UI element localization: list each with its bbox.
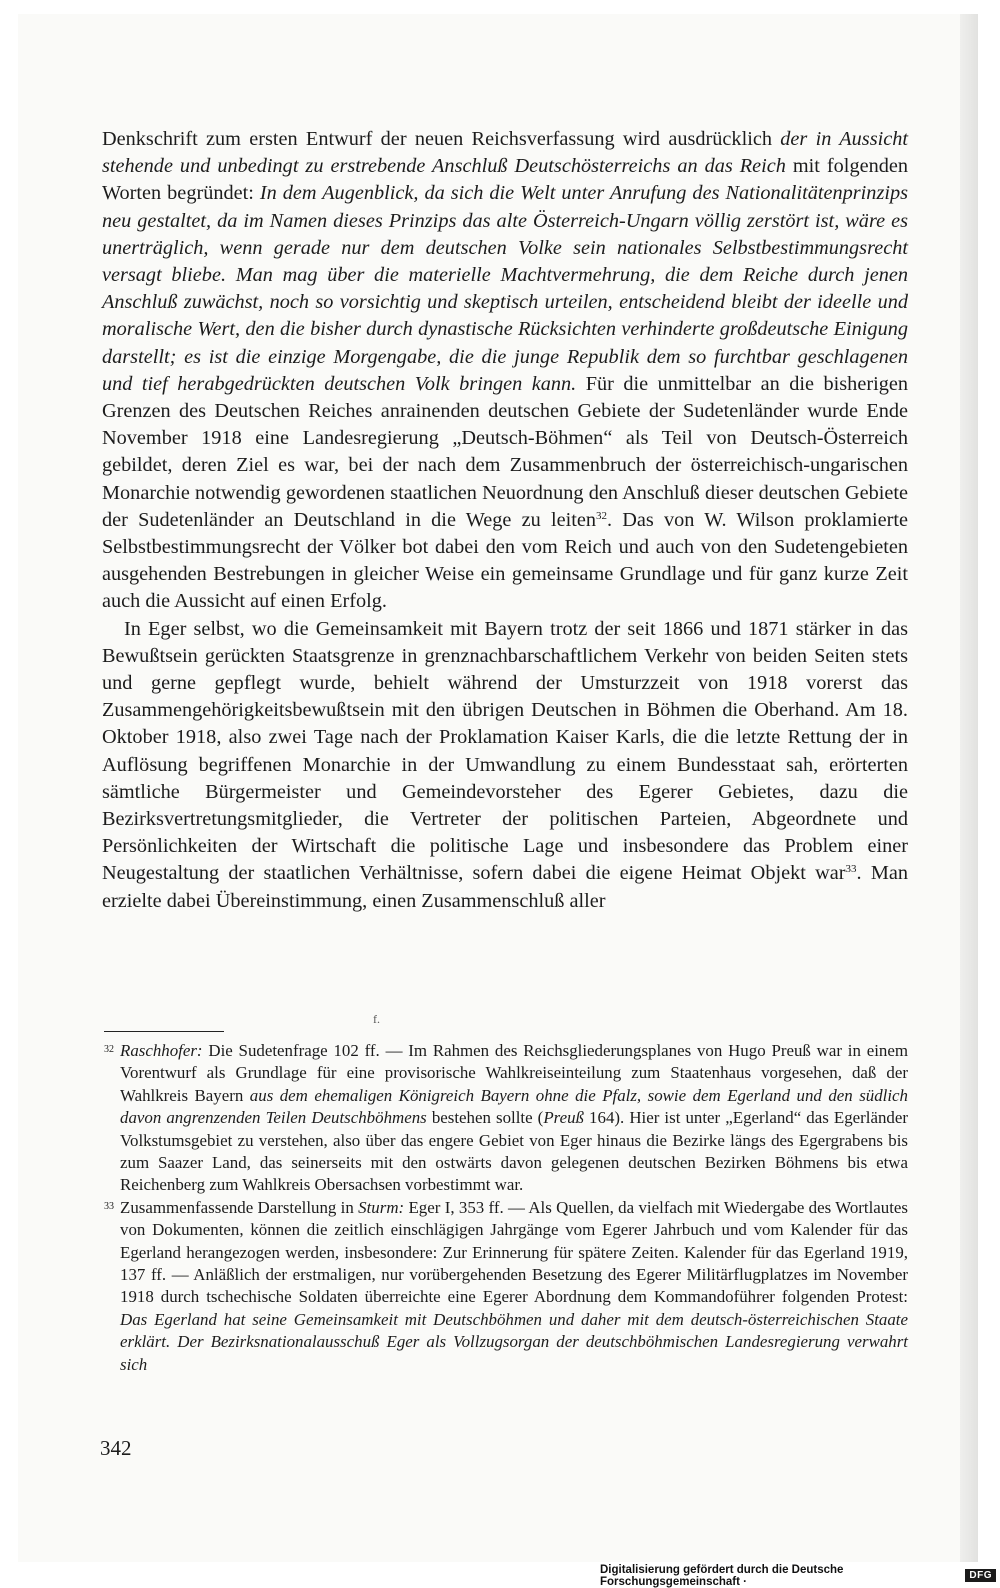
- footnote-number: 32: [104, 1044, 114, 1055]
- italic-run: Sturm:: [358, 1197, 405, 1217]
- footnote-text: [120, 1198, 908, 1374]
- footnote-rule: [104, 1031, 224, 1032]
- italic-run: Raschhofer:: [120, 1041, 203, 1060]
- footnote-33: [104, 1197, 908, 1376]
- footnote-text: [120, 1041, 908, 1194]
- footnote-ref: 33: [845, 863, 857, 876]
- page-edge-shadow: [960, 14, 978, 1562]
- footnotes: [104, 1040, 908, 1376]
- italic-run: Das Egerland hat seine Gemeinsamkeit mit Deutschböhmen und daher mit dem deutsch-österreichischen Staate erklärt. Der Bezirksnationalausschuß Eger als Vollzugsorgan der deutschböhmischen Landesregierung verwahrt sich: [120, 1309, 908, 1374]
- italic-run: aus dem ehemaligen Königreich Bayern ohne die Pfalz, sowie dem Egerland und den südlich davon angrenzenden Teilen Deutschböhmens: [120, 1085, 909, 1128]
- text-run: . Das von W. Wilson proklamierte Selbstbestimmungsrecht der Völker bot dabei den vom Reich und auch von den Sudetengebieten ausgehenden Bestrebungen in gleicher Weise ein gemeinsame Grundlage und für ganz kurze Zeit auch die Aussicht auf einen Erfolg.: [102, 508, 909, 613]
- text-run: Denkschrift zum ersten Entwurf der neuen Reichsverfassung wird ausdrücklich: [102, 128, 781, 150]
- paragraph-2: [102, 616, 908, 915]
- italic-run: In dem Augenblick, da sich die Welt unter Anrufung des Nationalitätenprinzips neu gestaltet, da im Namen dieses Prinzips das alte Österreich-Ungarn völlig zerstört ist, wäre es unerträglich, wenn gerade nur dem deutschen Volke sein nationales Selbstbestimmungsrecht versagt bliebe. Man mag über die materielle Machtvermehrung, die dem Reiche durch jenen Anschluß zuwächst, noch so vorsichtig und skeptisch urteilen, entscheidend bleibt der ideelle und moralische Wert, den die bisher durch dynastische Rücksichten verhinderte großdeutsche Einigung darstellt; es ist die einzige Morgengabe, die die junge Republik dem so furchtbar geschlagenen und tief herabgedrückten deutschen Volk bringen kann.: [102, 182, 909, 395]
- paragraph-1: [102, 126, 908, 616]
- text-run: mit folgenden Worten begründet:: [102, 155, 909, 205]
- italic-run: der in Aussicht stehende und unbedingt zu erstrebende Anschluß Deutschösterreichs an das Reich: [102, 128, 909, 178]
- text-run: In Eger selbst, wo die Gemeinsamkeit mit Bayern trotz der seit 1866 und 1871 stärker in das Bewußtsein gerückten Staatsgrenze in grenznachbarschaftlichem Verkehr von beiden Seiten stets und gerne gepflegt wurde, behielt während der Umsturzzeit von 1918 vorerst das Zusammengehörigkeitsbewußtsein mit den übrigen Deutschen in Böhmen die Oberhand. Am 18. Oktober 1918, also zwei Tage nach der Proklamation Kaiser Karls, die die letzte Rettung der in Auflösung begriffenen Monarchie in der Umwandlung zu einem Bundesstaat sah, erörterten sämtliche Bürgermeister und Gemeindevorsteher des Egerer Gebietes, dazu die Bezirksvertretungsmitglieder, die Vertreter der politischen Parteien, Abgeordnete und Persönlichkeiten der Wirtschaft die politische Lage und insbesondere das Problem einer Neugestaltung der staatlichen Verhältnisse, sofern dabei die eigene Heimat Objekt war: [102, 617, 908, 885]
- text-run: Die Sudetenfrage 102 ff. — Im Rahmen des Reichsgliederungsplanes von Hugo Preuß war in einem Vorentwurf als Grundlage für eine provisorische Wahlkreiseinteilung zum Staatenhaus vorgesehen, daß der Wahlkreis Bayern: [120, 1041, 908, 1105]
- text-run: Eger I, 353 ff. — Als Quellen, da vielfach mit Wiedergabe des Wortlautes von Dokumenten, können die zeitlich einschlägigen Jahrgänge vom Egerer Jahrbuch und vom Kalender für das Egerland herangezogen werden, insbesondere: Zur Erinnerung für spätere Zeiten. Kalender für das Egerland 1919, 137 ff. — Anläßlich der erstmaligen, nur vorübergehenden Besetzung des Egerer Militärflugplatzes im November 1918 durch tschechische Soldaten überreichte eine Egerer Abordnung dem Kommandoführer folgenden Protest:: [120, 1197, 908, 1307]
- footnote-number: 33: [104, 1200, 114, 1212]
- text-run: . Man erzielte dabei Übereinstimmung, einen Zusammenschluß aller: [102, 862, 908, 912]
- main-text: [102, 126, 908, 915]
- text-run: bestehen sollte (: [426, 1108, 544, 1128]
- footnote-ref: 32: [596, 509, 608, 522]
- text-run: Für die unmittelbar an die bisherigen Grenzen des Deutschen Reiches anrainenden deutschen Gebiete der Sudetenländer wurde Ende November 1918 eine Landesregierung „Deutsch-Böhmen“ als Teil von Deutsch-Österreich gebildet, deren Ziel es war, bei der nach dem Zusammenbruch der österreichisch-ungarischen Monarchie notwendig gewordenen staatlichen Neuordnung den Anschluß dieser deutschen Gebiete der Sudetenländer an Deutschland in die Wege zu leiten: [102, 372, 908, 531]
- stray-mark: f.: [373, 1012, 380, 1026]
- footnote-32: [104, 1040, 908, 1197]
- italic-run: Preuß: [543, 1108, 584, 1128]
- text-run: Zusammenfassende Darstellung in: [120, 1197, 359, 1217]
- page-number: 342: [100, 1436, 132, 1460]
- digitization-credit: Digitalisierung gefördert durch die Deutsche Forschungsgemeinschaft ·: [600, 1563, 844, 1588]
- digitization-footer: [600, 1565, 1000, 1586]
- dfg-logo: DFG: [965, 1569, 996, 1582]
- text-run: 164). Hier ist unter „Egerland“ das Egerländer Volkstumsgebiet zu verstehen, also über das engere Gebiet von Eger hinaus die Bezirke längs des Egergrabens bis zum Saazer Land, das seinerseits mit den ostwärts davon gelegenen deutschen Bezirken Böhmens bis etwa Reichenberg zum Wahlkreis Obersachsen vorbestimmt war.: [120, 1108, 908, 1195]
